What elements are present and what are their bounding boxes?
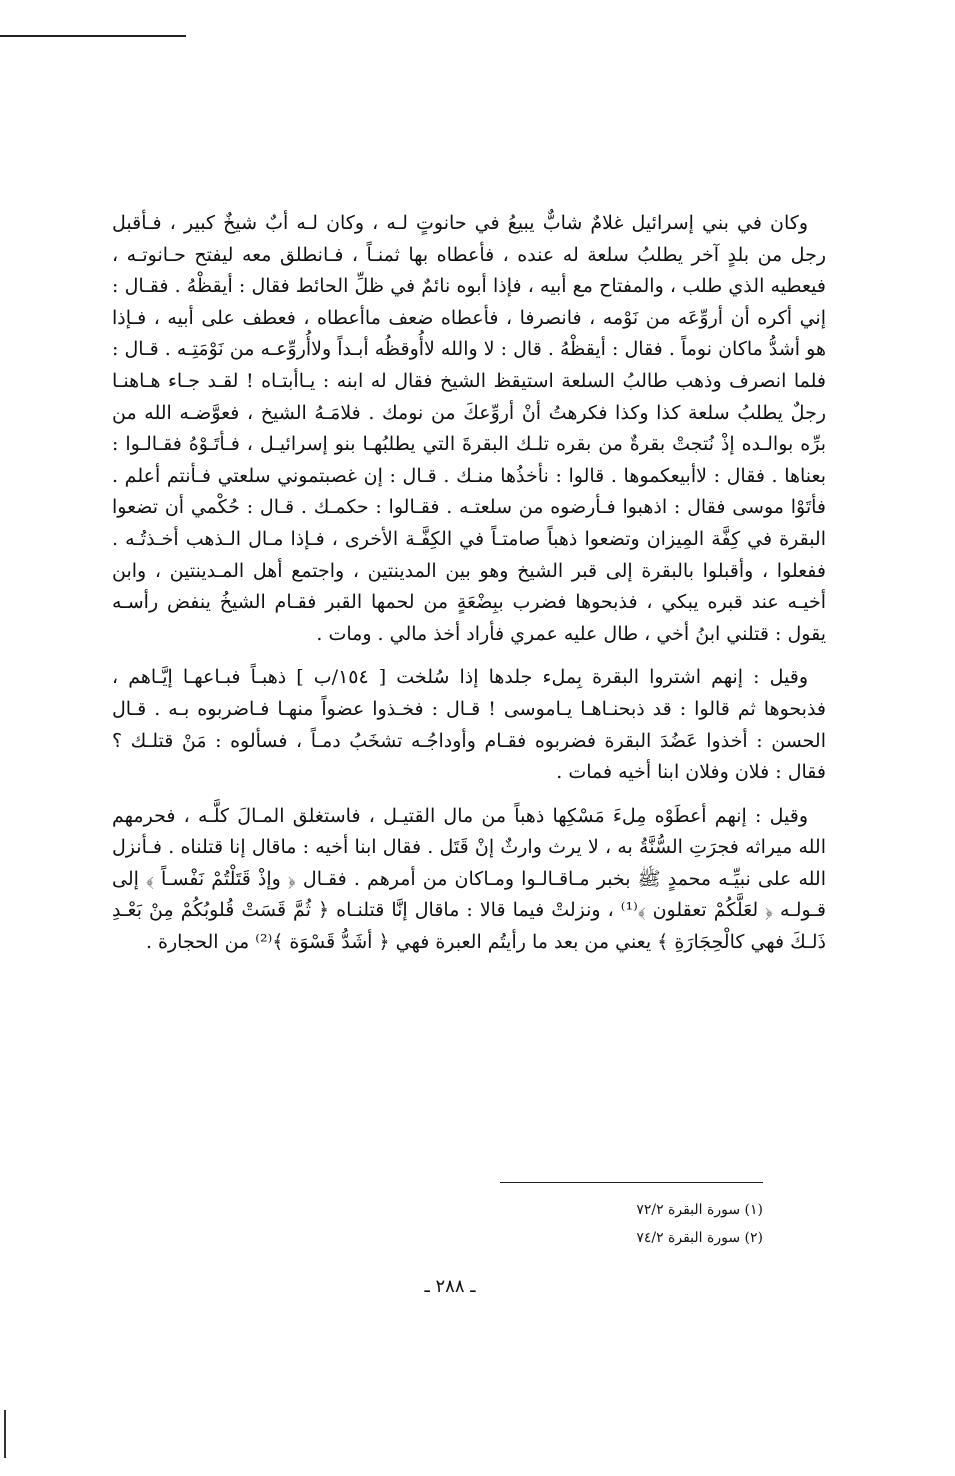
footnote-separator <box>500 1182 763 1183</box>
paragraph-3: وقيل : إنهم أعطَوْه مِلءَ مَسْكِها ذهباً من مال القتيـل ، فاستغلق المـالَ كلَّـه ، فحرمهم الله ميراثه فجرَتِ السُّنَّةُ به ، لا يرث وارثٌ إنْ قَتَل . فقال ابنا أخيه : ماقال إنا قتلناه . فـأنزل الله على نبيِّـه محمدٍ ﷺ بخبر مـاقـالـوا ومـاكان من أمرهم . فقـال ﴿ وإذْ قَتَلْتُمْ نَفْسـاً ﴾ إلى قـولـه ﴿ لعَلَّكُمْ تعقلون ﴾⁽¹⁾ ، ونزلتْ فيما قالا : ماقال إنَّا قتلنـاه ﴿ ثُمَّ قَسَتْ قُلوبُكُمْ مِنْ بَعْـدِ ذَلـكَ فهي كالْحِجَارَةِ ﴾ يعني من بعد ما رأيتُم العبرة فهي ﴿ أشَدُّ قَسْوَة ﴾⁽²⁾ من الحجارة . <box>112 804 826 954</box>
page-body <box>112 208 826 967</box>
footnotes <box>500 1196 763 1252</box>
page-number: ـ ٢٨٨ ـ <box>424 1276 476 1297</box>
header-rule <box>0 35 186 37</box>
margin-mark <box>4 1410 6 1458</box>
footnote-2: (٢) سورة البقرة ٧٤/٢ <box>636 1230 763 1246</box>
paragraph-2: وقيل : إنهم اشتروا البقرة بِملء جلدها إذا سُلخت [ ١٥٤/ب ] ذهبـاً فبـاعهـا إيَّـاهم ، فذبحوها ثم قالوا : قد ذبحنـاهـا يـاموسى ! قـال : فخـذوا عضواً منهـا فـاضربوه بـه . قـال الحسن : أخذوا عَضُدَ البقرة فضربوه فقـام وأوداجُـه تشخَبُ دمـاً ، فسألوه : مَنْ قتلـك ؟ فقال : فلان وفلان ابنا أخيه فمات . <box>112 666 826 784</box>
footnote-1: (١) سورة البقرة ٧٢/٢ <box>636 1202 763 1218</box>
paragraph-1: وكان في بني إسرائيل غلامٌ شابٌّ يبيعُ في حانوتٍ لـه ، وكان لـه أبٌ شيخٌ كبير ، فـأقبل رجل من بلدٍ آخر يطلبُ سلعة له عنده ، فأعطاه بها ثمنـاً ، فـانطلق معه ليفتح حـانوتـه ، فيعطيه الذي طلب ، والمفتاح مع أبيه ، فإذا أبوه نائمٌ في ظلِّ الحائط فقال : أيقظْهُ . فقـال : إني أكره أن أروِّعَه من نَوْمه ، فانصرفا ، فأعطاه ضعف ماأعطاه ، فعطف على أبيه ، فـإذا هو أشدُّ ماكان نوماً . فقال : أيقظْهُ . قال : لا والله لاأُوقظُه أبـداً ولاأُروِّعـه من نَوْمَتِـه . قـال : فلما انصرف وذهب طالبُ السلعة استيقظ الشيخ فقال له ابنه : يـاأبتـاه ! لقـد جـاء هـاهنـا رجلٌ يطلبُ سلعة كذا وكذا فكرهتُ أنْ أروِّعكَ من نومك . فلامَـهُ الشيخ ، فعوَّضـه الله من برِّه بوالـده إذْ نُتجتْ بقرةٌ من بقره تلـك البقرةَ التي يطلبُهـا بنو إسرائيـل ، فـأتَـوْهُ فقـالـوا : بعناها . فقال : لاأبيعكموها . قالوا : نأخذُها منـك . قـال : إن غصبتموني سلعتي فـأنتم أعلم . فأتَوْا موسى فقال : اذهبوا فـأرضوه من سلعتـه . فقـالوا : حكمـك . قـال : حُكْمي أن تضعوا البقرة في كِفَّة المِيزان وتضعوا ذهباً صامتـاً في الكِفَّـة الأخرى ، فـإذا مـال الـذهب أخـذتُـه . ففعلوا ، وأقبلوا بالبقرة إلى قبر الشيخ وهو بين المدينتين ، واجتمع أهل المـدينتين ، وابن أخيـه عند قبره يبكي ، فذبحوها فضرب ببِضْعَةٍ من لحمها القبر فقـام الشيخُ ينفض رأسـه يقول : قتلني ابنُ أخي ، طال عليه عمري فأراد أخذ مالي . ومات . <box>112 212 826 645</box>
